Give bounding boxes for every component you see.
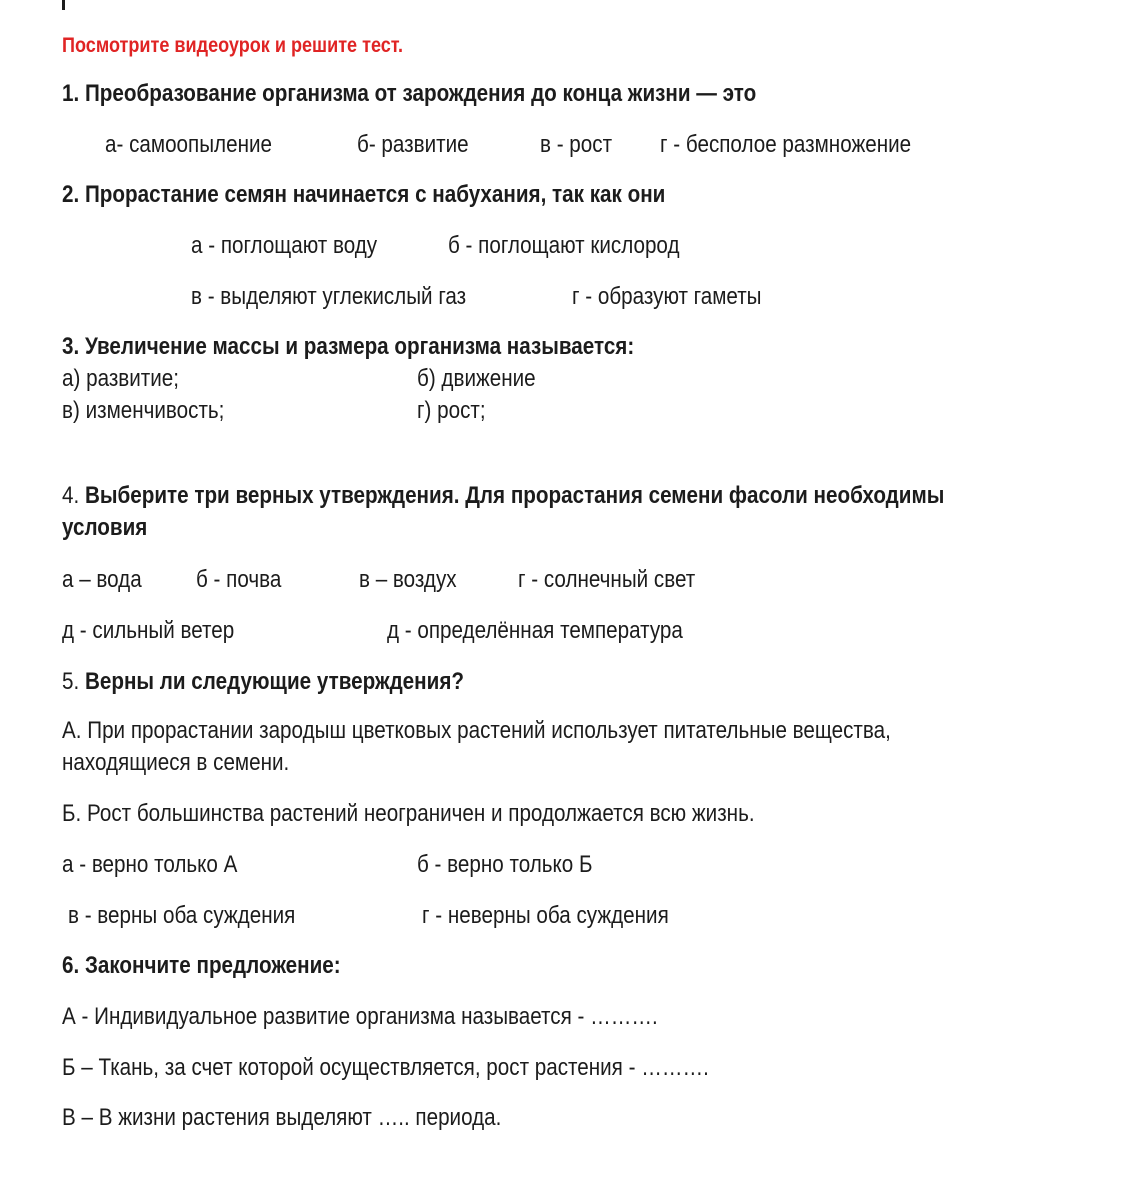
- q1-option-d[interactable]: г - бесполое размножение: [660, 131, 912, 158]
- q4-option-c[interactable]: в – воздух: [359, 566, 457, 593]
- q5-statement-a: А. При прорастании зародыш цветковых растений использует питательные вещества,: [62, 717, 891, 744]
- q6-item-b: Б – Ткань, за счет которой осуществляется, рост растения - ……….: [62, 1054, 709, 1081]
- q2-option-a[interactable]: а - поглощают воду: [191, 232, 378, 259]
- q5-statement-a-cont: находящиеся в семени.: [62, 749, 290, 776]
- q3-option-b[interactable]: б) движение: [417, 365, 536, 392]
- q4-option-b[interactable]: б - почва: [196, 566, 282, 593]
- q6-item-a: А - Индивидуальное развитие организма называется - ……….: [62, 1003, 658, 1030]
- q4-option-e[interactable]: д - сильный ветер: [62, 617, 235, 644]
- q3-option-c[interactable]: в) изменчивость;: [62, 397, 225, 424]
- q3-title: 3. Увеличение массы и размера организма называется:: [62, 333, 635, 360]
- q4-title-line2: условия: [62, 514, 148, 541]
- q5-title: [62, 667, 464, 697]
- q3-option-a[interactable]: а) развитие;: [62, 365, 179, 392]
- q6-title: 6. Закончите предложение:: [62, 952, 341, 979]
- q5-option-b[interactable]: б - верно только Б: [417, 851, 593, 878]
- instruction-text: Посмотрите видеоурок и решите тест.: [62, 34, 404, 57]
- q2-option-d[interactable]: г - образуют гаметы: [572, 283, 762, 310]
- text-cursor-mark: [62, 0, 65, 10]
- q5-option-c[interactable]: в - верны оба суждения: [68, 902, 296, 929]
- q4-number: 4.: [62, 482, 80, 509]
- q2-title: 2. Прорастание семян начинается с набухания, так как они: [62, 181, 666, 208]
- q3-option-d[interactable]: г) рост;: [417, 397, 486, 424]
- q5-title-text: Верны ли следующие утверждения?: [84, 668, 464, 695]
- q4-option-a[interactable]: а – вода: [62, 566, 142, 593]
- q1-option-c[interactable]: в - рост: [540, 131, 613, 158]
- q2-option-b[interactable]: б - поглощают кислород: [448, 232, 680, 259]
- q1-option-a[interactable]: а- самоопыление: [105, 131, 272, 158]
- q1-title: 1. Преобразование организма от зарождения до конца жизни — это: [62, 80, 757, 107]
- q5-number: 5.: [62, 668, 80, 695]
- q4-title: [62, 481, 944, 511]
- q4-option-f[interactable]: д - определённая температура: [387, 617, 683, 644]
- q2-option-c[interactable]: в - выделяют углекислый газ: [191, 283, 467, 310]
- q6-item-c: В – В жизни растения выделяют ….. периода.: [62, 1104, 502, 1131]
- q4-option-d[interactable]: г - солнечный свет: [518, 566, 696, 593]
- q5-option-d[interactable]: г - неверны оба суждения: [422, 902, 669, 929]
- q1-option-b[interactable]: б- развитие: [357, 131, 469, 158]
- q5-statement-b: Б. Рост большинства растений неограничен и продолжается всю жизнь.: [62, 800, 755, 827]
- q5-option-a[interactable]: а - верно только А: [62, 851, 238, 878]
- q4-title-text: Выберите три верных утверждения. Для прорастания семени фасоли необходимы: [84, 482, 945, 509]
